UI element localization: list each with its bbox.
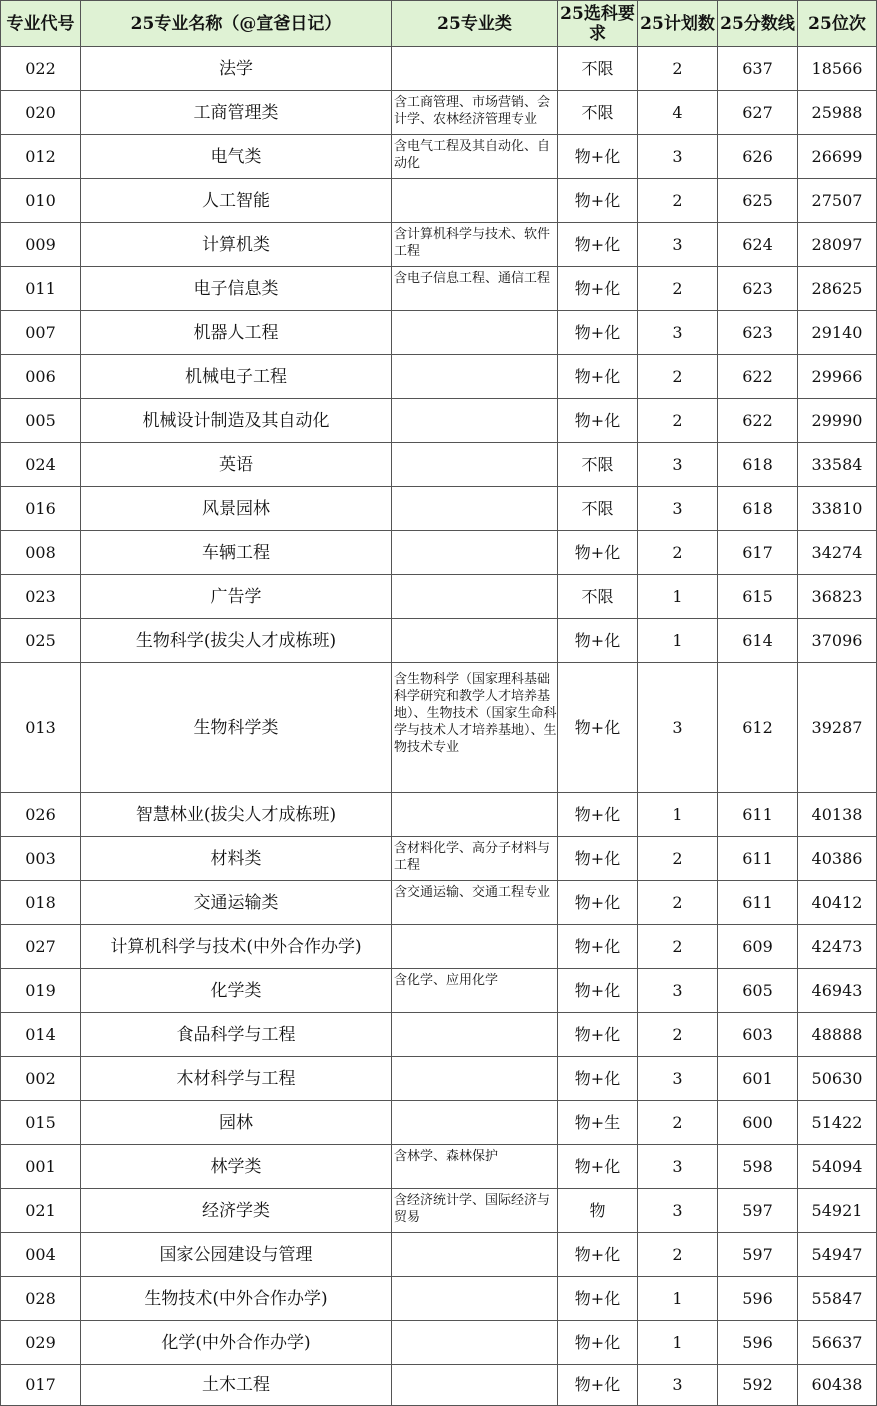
cell-major-name: 国家公园建设与管理: [81, 1233, 392, 1277]
cell-category: [392, 925, 558, 969]
cell-category: 含生物科学（国家理科基础科学研究和教学人才培养基地）、生物技术（国家生命科学与技术人才培养基地）、生物技术专业: [392, 663, 558, 793]
table-row: [1, 1277, 877, 1321]
cell-subject-requirement: 物+化: [558, 311, 638, 355]
cell-subject-requirement: 物+化: [558, 793, 638, 837]
cell-plan-count: 2: [638, 881, 718, 925]
cell-score-line: 623: [718, 311, 798, 355]
cell-category: [392, 1233, 558, 1277]
cell-code: 027: [1, 925, 81, 969]
cell-subject-requirement: 物+化: [558, 135, 638, 179]
cell-subject-requirement: 不限: [558, 91, 638, 135]
cell-subject-requirement: 物+化: [558, 1233, 638, 1277]
table-row: [1, 531, 877, 575]
cell-category: 含计算机科学与技术、软件工程: [392, 223, 558, 267]
cell-score-line: 623: [718, 267, 798, 311]
cell-score-line: 625: [718, 179, 798, 223]
cell-category: 含电子信息工程、通信工程: [392, 267, 558, 311]
cell-plan-count: 3: [638, 1145, 718, 1189]
cell-subject-requirement: 物+化: [558, 399, 638, 443]
cell-category: [392, 531, 558, 575]
cell-score-line: 609: [718, 925, 798, 969]
cell-rank: 40138: [798, 793, 877, 837]
table-row: [1, 663, 877, 793]
table-row: [1, 47, 877, 91]
cell-category: [392, 443, 558, 487]
cell-major-name: 化学(中外合作办学): [81, 1321, 392, 1365]
cell-plan-count: 4: [638, 91, 718, 135]
cell-plan-count: 3: [638, 443, 718, 487]
cell-rank: 33584: [798, 443, 877, 487]
cell-category: 含电气工程及其自动化、自动化: [392, 135, 558, 179]
cell-major-name: 计算机科学与技术(中外合作办学): [81, 925, 392, 969]
cell-rank: 29966: [798, 355, 877, 399]
cell-code: 006: [1, 355, 81, 399]
cell-score-line: 626: [718, 135, 798, 179]
cell-rank: 37096: [798, 619, 877, 663]
cell-subject-requirement: 不限: [558, 575, 638, 619]
cell-plan-count: 2: [638, 837, 718, 881]
cell-rank: 60438: [798, 1365, 877, 1406]
cell-score-line: 592: [718, 1365, 798, 1406]
header-name: 25专业名称（@宣爸日记）: [81, 1, 392, 47]
header-plan: 25计划数: [638, 1, 718, 47]
cell-code: 013: [1, 663, 81, 793]
cell-category: [392, 619, 558, 663]
cell-category: 含交通运输、交通工程专业: [392, 881, 558, 925]
cell-score-line: 611: [718, 793, 798, 837]
cell-rank: 51422: [798, 1101, 877, 1145]
table-row: [1, 487, 877, 531]
cell-rank: 25988: [798, 91, 877, 135]
cell-subject-requirement: 物: [558, 1189, 638, 1233]
cell-code: 023: [1, 575, 81, 619]
cell-category: 含化学、应用化学: [392, 969, 558, 1013]
cell-plan-count: 3: [638, 487, 718, 531]
cell-major-name: 交通运输类: [81, 881, 392, 925]
cell-plan-count: 3: [638, 1189, 718, 1233]
cell-code: 010: [1, 179, 81, 223]
table-row: [1, 1321, 877, 1365]
cell-score-line: 615: [718, 575, 798, 619]
cell-code: 003: [1, 837, 81, 881]
table-body: [1, 47, 877, 1406]
cell-plan-count: 2: [638, 1013, 718, 1057]
cell-major-name: 机器人工程: [81, 311, 392, 355]
cell-code: 028: [1, 1277, 81, 1321]
table-row: [1, 355, 877, 399]
cell-subject-requirement: 物+化: [558, 663, 638, 793]
cell-subject-requirement: 物+化: [558, 969, 638, 1013]
cell-major-name: 化学类: [81, 969, 392, 1013]
cell-rank: 26699: [798, 135, 877, 179]
cell-rank: 33810: [798, 487, 877, 531]
table-row: [1, 575, 877, 619]
cell-major-name: 广告学: [81, 575, 392, 619]
cell-code: 007: [1, 311, 81, 355]
cell-plan-count: 3: [638, 1365, 718, 1406]
cell-plan-count: 3: [638, 1057, 718, 1101]
cell-score-line: 611: [718, 837, 798, 881]
cell-subject-requirement: 物+化: [558, 531, 638, 575]
cell-plan-count: 3: [638, 969, 718, 1013]
cell-code: 009: [1, 223, 81, 267]
cell-category: [392, 47, 558, 91]
cell-plan-count: 1: [638, 619, 718, 663]
header-subject: 25选科要求: [558, 1, 638, 47]
cell-major-name: 食品科学与工程: [81, 1013, 392, 1057]
table-row: [1, 399, 877, 443]
cell-code: 018: [1, 881, 81, 925]
cell-plan-count: 1: [638, 793, 718, 837]
cell-category: 含经济统计学、国际经济与贸易: [392, 1189, 558, 1233]
cell-score-line: 600: [718, 1101, 798, 1145]
cell-code: 017: [1, 1365, 81, 1406]
cell-category: [392, 487, 558, 531]
cell-score-line: 622: [718, 399, 798, 443]
header-code: 专业代号: [1, 1, 81, 47]
cell-major-name: 林学类: [81, 1145, 392, 1189]
cell-subject-requirement: 物+化: [558, 1145, 638, 1189]
cell-rank: 54094: [798, 1145, 877, 1189]
cell-score-line: 605: [718, 969, 798, 1013]
cell-rank: 54947: [798, 1233, 877, 1277]
cell-plan-count: 3: [638, 135, 718, 179]
cell-subject-requirement: 物+化: [558, 267, 638, 311]
header-score: 25分数线: [718, 1, 798, 47]
cell-category: [392, 1321, 558, 1365]
cell-plan-count: 3: [638, 663, 718, 793]
cell-rank: 29990: [798, 399, 877, 443]
cell-subject-requirement: 物+化: [558, 925, 638, 969]
cell-plan-count: 2: [638, 1101, 718, 1145]
cell-major-name: 木材科学与工程: [81, 1057, 392, 1101]
cell-score-line: 612: [718, 663, 798, 793]
cell-category: 含林学、森林保护: [392, 1145, 558, 1189]
cell-major-name: 机械设计制造及其自动化: [81, 399, 392, 443]
cell-code: 004: [1, 1233, 81, 1277]
table-row: [1, 881, 877, 925]
cell-score-line: 637: [718, 47, 798, 91]
cell-subject-requirement: 不限: [558, 443, 638, 487]
cell-plan-count: 2: [638, 355, 718, 399]
cell-score-line: 618: [718, 487, 798, 531]
cell-subject-requirement: 物+化: [558, 1321, 638, 1365]
cell-category: [392, 793, 558, 837]
cell-code: 024: [1, 443, 81, 487]
cell-major-name: 英语: [81, 443, 392, 487]
cell-plan-count: 1: [638, 575, 718, 619]
cell-plan-count: 2: [638, 267, 718, 311]
cell-rank: 55847: [798, 1277, 877, 1321]
table-row: [1, 135, 877, 179]
cell-category: [392, 355, 558, 399]
cell-category: [392, 399, 558, 443]
table-row: [1, 1365, 877, 1406]
cell-code: 021: [1, 1189, 81, 1233]
cell-code: 012: [1, 135, 81, 179]
cell-subject-requirement: 不限: [558, 47, 638, 91]
cell-score-line: 598: [718, 1145, 798, 1189]
table-row: [1, 1013, 877, 1057]
cell-plan-count: 1: [638, 1277, 718, 1321]
cell-code: 002: [1, 1057, 81, 1101]
cell-rank: 34274: [798, 531, 877, 575]
cell-rank: 28625: [798, 267, 877, 311]
table-row: [1, 443, 877, 487]
table-row: [1, 793, 877, 837]
cell-category: 含材料化学、高分子材料与工程: [392, 837, 558, 881]
cell-rank: 29140: [798, 311, 877, 355]
cell-plan-count: 2: [638, 1233, 718, 1277]
cell-code: 019: [1, 969, 81, 1013]
table-row: [1, 837, 877, 881]
cell-category: [392, 575, 558, 619]
table-row: [1, 267, 877, 311]
cell-score-line: 611: [718, 881, 798, 925]
header-category: 25专业类: [392, 1, 558, 47]
cell-score-line: 601: [718, 1057, 798, 1101]
cell-score-line: 614: [718, 619, 798, 663]
cell-major-name: 风景园林: [81, 487, 392, 531]
cell-major-name: 人工智能: [81, 179, 392, 223]
cell-score-line: 596: [718, 1321, 798, 1365]
cell-major-name: 智慧林业(拔尖人才成栋班): [81, 793, 392, 837]
table-row: [1, 1145, 877, 1189]
table-row: [1, 1101, 877, 1145]
cell-plan-count: 2: [638, 47, 718, 91]
cell-score-line: 627: [718, 91, 798, 135]
table-row: [1, 91, 877, 135]
cell-major-name: 电气类: [81, 135, 392, 179]
cell-subject-requirement: 物+化: [558, 1365, 638, 1406]
cell-category: [392, 179, 558, 223]
cell-major-name: 生物科学类: [81, 663, 392, 793]
cell-plan-count: 3: [638, 223, 718, 267]
cell-score-line: 597: [718, 1189, 798, 1233]
cell-major-name: 法学: [81, 47, 392, 91]
cell-subject-requirement: 物+化: [558, 1057, 638, 1101]
cell-score-line: 596: [718, 1277, 798, 1321]
cell-plan-count: 3: [638, 311, 718, 355]
cell-subject-requirement: 物+化: [558, 179, 638, 223]
table-row: [1, 925, 877, 969]
cell-code: 008: [1, 531, 81, 575]
cell-code: 011: [1, 267, 81, 311]
cell-subject-requirement: 不限: [558, 487, 638, 531]
cell-subject-requirement: 物+化: [558, 881, 638, 925]
table-row: [1, 311, 877, 355]
cell-rank: 42473: [798, 925, 877, 969]
cell-subject-requirement: 物+化: [558, 355, 638, 399]
cell-rank: 40386: [798, 837, 877, 881]
cell-category: [392, 1101, 558, 1145]
cell-subject-requirement: 物+化: [558, 1277, 638, 1321]
table-row: [1, 619, 877, 663]
cell-rank: 40412: [798, 881, 877, 925]
cell-rank: 48888: [798, 1013, 877, 1057]
cell-code: 025: [1, 619, 81, 663]
cell-score-line: 618: [718, 443, 798, 487]
table-row: [1, 969, 877, 1013]
cell-rank: 46943: [798, 969, 877, 1013]
cell-rank: 28097: [798, 223, 877, 267]
cell-score-line: 603: [718, 1013, 798, 1057]
cell-code: 014: [1, 1013, 81, 1057]
cell-subject-requirement: 物+化: [558, 837, 638, 881]
cell-code: 029: [1, 1321, 81, 1365]
cell-code: 026: [1, 793, 81, 837]
cell-major-name: 土木工程: [81, 1365, 392, 1406]
cell-category: 含工商管理、市场营销、会计学、农林经济管理专业: [392, 91, 558, 135]
cell-plan-count: 2: [638, 531, 718, 575]
cell-rank: 18566: [798, 47, 877, 91]
cell-major-name: 计算机类: [81, 223, 392, 267]
cell-rank: 39287: [798, 663, 877, 793]
cell-plan-count: 2: [638, 179, 718, 223]
cell-rank: 27507: [798, 179, 877, 223]
cell-major-name: 机械电子工程: [81, 355, 392, 399]
cell-category: [392, 1057, 558, 1101]
cell-subject-requirement: 物+化: [558, 1013, 638, 1057]
table-row: [1, 1189, 877, 1233]
cell-rank: 36823: [798, 575, 877, 619]
cell-major-name: 经济学类: [81, 1189, 392, 1233]
cell-major-name: 生物科学(拔尖人才成栋班): [81, 619, 392, 663]
cell-score-line: 617: [718, 531, 798, 575]
table-row: [1, 1233, 877, 1277]
cell-major-name: 园林: [81, 1101, 392, 1145]
cell-major-name: 电子信息类: [81, 267, 392, 311]
cell-subject-requirement: 物+化: [558, 223, 638, 267]
header-rank: 25位次: [798, 1, 877, 47]
cell-category: [392, 311, 558, 355]
cell-score-line: 597: [718, 1233, 798, 1277]
table-header-row: [1, 1, 877, 47]
cell-category: [392, 1277, 558, 1321]
cell-score-line: 622: [718, 355, 798, 399]
cell-rank: 50630: [798, 1057, 877, 1101]
cell-subject-requirement: 物+生: [558, 1101, 638, 1145]
cell-code: 022: [1, 47, 81, 91]
cell-category: [392, 1013, 558, 1057]
cell-major-name: 工商管理类: [81, 91, 392, 135]
cell-code: 005: [1, 399, 81, 443]
cell-code: 020: [1, 91, 81, 135]
cell-code: 015: [1, 1101, 81, 1145]
table-row: [1, 1057, 877, 1101]
cell-code: 016: [1, 487, 81, 531]
cell-major-name: 生物技术(中外合作办学): [81, 1277, 392, 1321]
cell-code: 001: [1, 1145, 81, 1189]
cell-plan-count: 2: [638, 925, 718, 969]
table-row: [1, 223, 877, 267]
cell-rank: 54921: [798, 1189, 877, 1233]
table-row: [1, 179, 877, 223]
cell-plan-count: 2: [638, 399, 718, 443]
cell-score-line: 624: [718, 223, 798, 267]
cell-subject-requirement: 物+化: [558, 619, 638, 663]
cell-major-name: 材料类: [81, 837, 392, 881]
cell-major-name: 车辆工程: [81, 531, 392, 575]
cell-category: [392, 1365, 558, 1406]
cell-rank: 56637: [798, 1321, 877, 1365]
cell-plan-count: 1: [638, 1321, 718, 1365]
